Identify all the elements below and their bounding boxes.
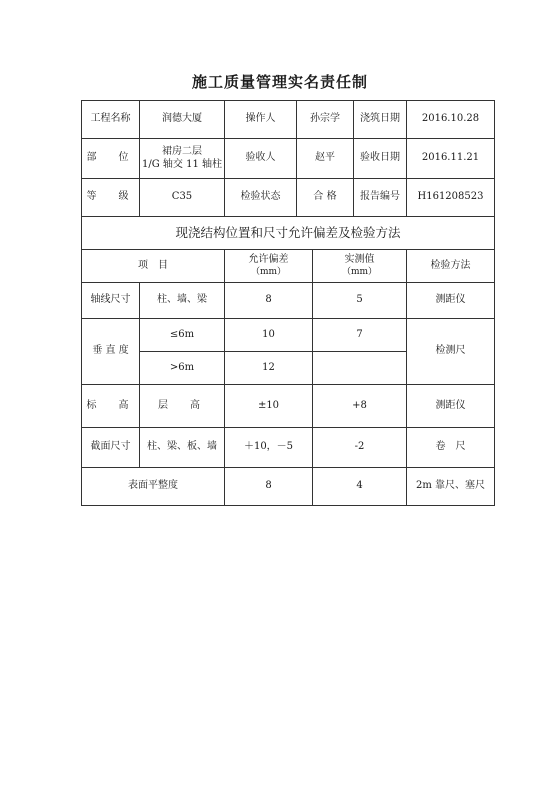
section-title: 现浇结构位置和尺寸允许偏差及检验方法 xyxy=(82,217,495,250)
value-report-no: H161208523 xyxy=(407,179,495,217)
label-project-name: 工程名称 xyxy=(82,101,140,139)
row-method: 卷 尺 xyxy=(407,428,495,468)
row-sub: >6m xyxy=(140,352,225,385)
table-row xyxy=(82,283,495,319)
label-inspector: 验收人 xyxy=(225,139,297,179)
label-report-no: 报告编号 xyxy=(354,179,407,217)
value-location: 裙房二层 1/G 轴交 11 轴柱 xyxy=(140,139,225,179)
value-accept-date: 2016.11.21 xyxy=(407,139,495,179)
page-title: 施工质量管理实名责任制 xyxy=(191,73,368,91)
value-status: 合 格 xyxy=(297,179,354,217)
row-measured: -2 xyxy=(313,428,407,468)
value-inspector: 赵平 xyxy=(297,139,354,179)
row-measured: 5 xyxy=(313,283,407,319)
header-method: 检验方法 xyxy=(407,250,495,283)
row-name: 表面平整度 xyxy=(82,468,225,506)
row-method: 测距仪 xyxy=(407,385,495,428)
row-method: 检测尺 xyxy=(407,319,495,385)
row-name: 垂 直 度 xyxy=(82,319,140,385)
label-location: 部 位 xyxy=(82,139,140,179)
header-measured: 实测值 （mm） xyxy=(313,250,407,283)
row-sub: 柱、墙、梁 xyxy=(140,283,225,319)
label-pour-date: 浇筑日期 xyxy=(354,101,407,139)
table-row xyxy=(82,385,495,428)
quality-table xyxy=(81,100,495,506)
row-name: 截面尺寸 xyxy=(82,428,140,468)
value-operator: 孙宗学 xyxy=(297,101,354,139)
row-allow: ＋10，－5 xyxy=(225,428,313,468)
row-method: 测距仪 xyxy=(407,283,495,319)
table-row xyxy=(82,319,495,352)
header-allow: 允许偏差 （mm） xyxy=(225,250,313,283)
row-sub: ≤6m xyxy=(140,319,225,352)
info-row xyxy=(82,139,495,179)
row-sub: 层 高 xyxy=(140,385,225,428)
row-name: 标 高 xyxy=(82,385,140,428)
row-measured xyxy=(313,352,407,385)
row-allow: ±10 xyxy=(225,385,313,428)
row-method: 2m 靠尺、塞尺 xyxy=(407,468,495,506)
info-row xyxy=(82,179,495,217)
row-allow: 8 xyxy=(225,468,313,506)
value-pour-date: 2016.10.28 xyxy=(407,101,495,139)
label-accept-date: 验收日期 xyxy=(354,139,407,179)
info-row xyxy=(82,101,495,139)
label-grade: 等 级 xyxy=(82,179,140,217)
row-allow: 10 xyxy=(225,319,313,352)
label-operator: 操作人 xyxy=(225,101,297,139)
row-measured: +8 xyxy=(313,385,407,428)
row-sub: 柱、梁、板、墙 xyxy=(140,428,225,468)
table-row xyxy=(82,428,495,468)
header-item: 项 目 xyxy=(82,250,225,283)
row-allow: 8 xyxy=(225,283,313,319)
value-grade: C35 xyxy=(140,179,225,217)
value-project-name: 润德大厦 xyxy=(140,101,225,139)
header-row xyxy=(82,250,495,283)
row-allow: 12 xyxy=(225,352,313,385)
row-measured: 4 xyxy=(313,468,407,506)
table-row xyxy=(82,468,495,506)
row-measured: 7 xyxy=(313,319,407,352)
section-title-row xyxy=(82,217,495,250)
label-status: 检验状态 xyxy=(225,179,297,217)
row-name: 轴线尺寸 xyxy=(82,283,140,319)
